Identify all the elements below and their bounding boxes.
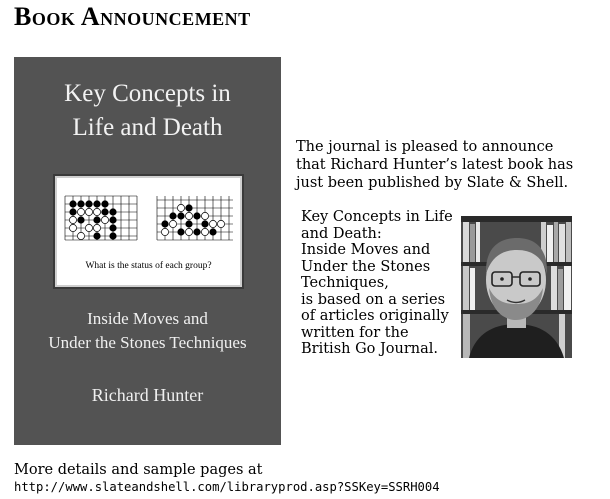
announcement-text <box>296 138 596 192</box>
cover-subtitle-line: Under the Stones Techniques <box>48 333 247 352</box>
description-line: Key Concepts in Life <box>301 209 453 225</box>
cover-title <box>14 77 281 145</box>
description-line: is based on a series <box>301 291 446 308</box>
description-line: Under the Stones <box>301 258 431 275</box>
description-line: British Go Journal. <box>301 341 439 357</box>
author-photo <box>461 216 572 358</box>
book-cover <box>14 57 281 445</box>
book-description <box>301 209 461 358</box>
author-portrait <box>461 216 572 358</box>
description-line: written for the <box>301 324 409 341</box>
cover-subtitle <box>14 307 281 355</box>
description-line: of articles originally <box>301 308 449 324</box>
cover-subtitle-line: Inside Moves and <box>87 309 208 328</box>
details-link[interactable]: http://www.slateandshell.com/libraryprod.asp?SSKey=SSRH004 <box>14 480 440 494</box>
cover-title-line: Key Concepts in <box>64 80 231 107</box>
footer-text: More details and sample pages at <box>14 462 263 478</box>
diagram-caption: What is the status of each group? <box>85 261 212 271</box>
description-line: and Death: <box>301 225 382 242</box>
announcement-line: The journal is pleased to announce <box>296 139 554 155</box>
announcement-line: just been published by Slate & Shell. <box>296 175 569 191</box>
go-diagram <box>55 176 242 287</box>
page-heading: Book Announcement <box>14 2 251 31</box>
cover-author: Richard Hunter <box>91 385 204 405</box>
right-board-stones <box>161 204 224 235</box>
description-line: Inside Moves and <box>301 242 431 258</box>
description-line: Techniques, <box>301 275 389 291</box>
announcement-line: that Richard Hunter’s latest book has <box>296 157 574 173</box>
cover-title-line: Life and Death <box>72 114 223 141</box>
